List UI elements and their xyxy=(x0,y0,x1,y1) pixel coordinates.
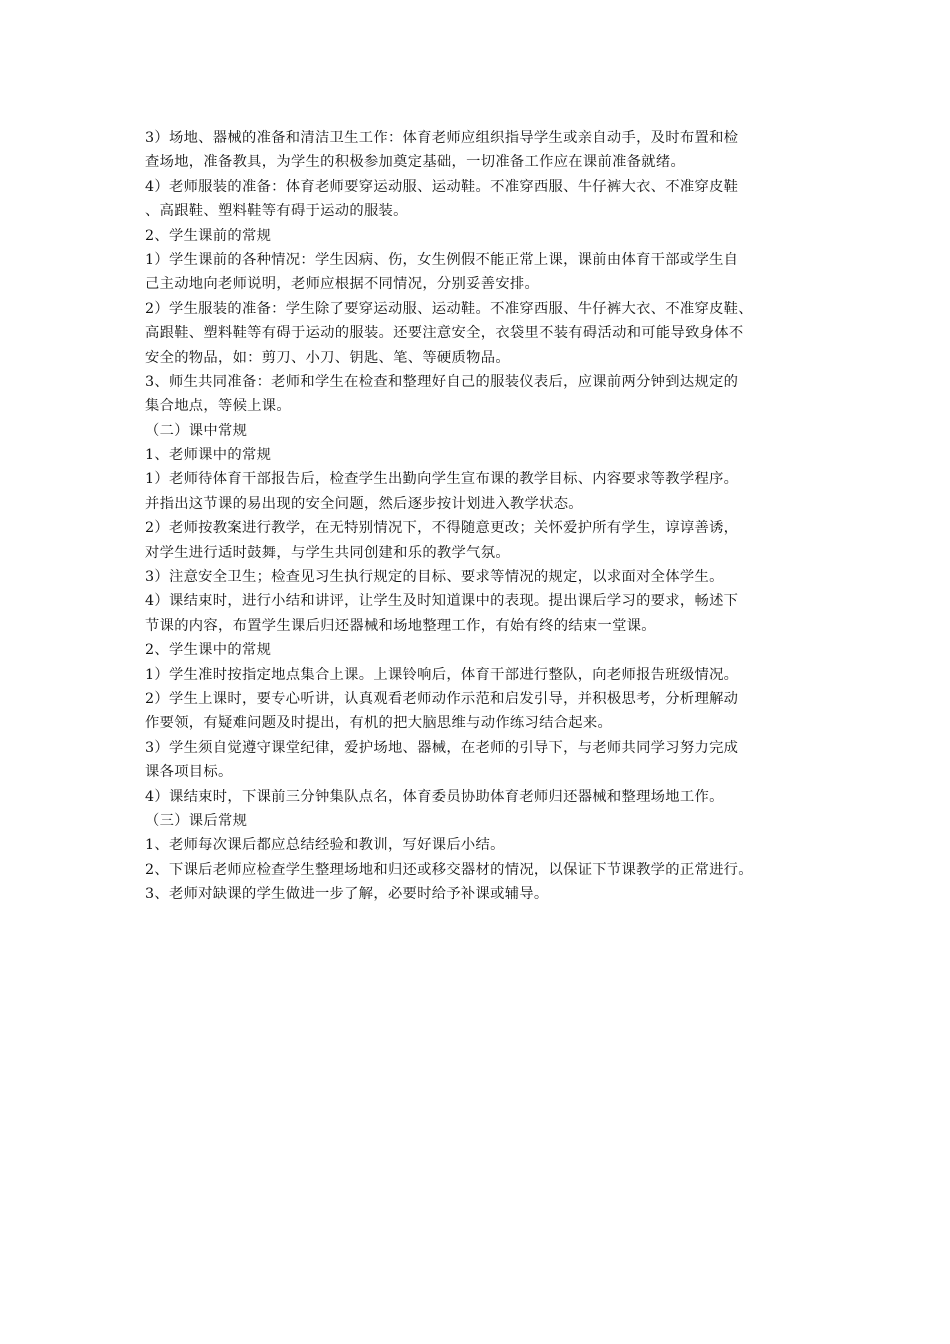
paragraph-line: 3）注意安全卫生；检查见习生执行规定的目标、要求等情况的规定，以求面对全体学生。 xyxy=(145,569,724,586)
paragraph-line: 集合地点，等候上课。 xyxy=(145,398,291,415)
paragraph-line: 对学生进行适时鼓舞，与学生共同创建和乐的教学气氛。 xyxy=(145,544,510,561)
paragraph-line: 3、师生共同准备：老师和学生在检查和整理好自己的服装仪表后，应课前两分钟到达规定的 xyxy=(145,373,739,390)
section-heading: 1、老师课中的常规 xyxy=(145,447,272,464)
paragraph-line: 3）学生须自觉遵守课堂纪律，爱护场地、器械，在老师的引导下，与老师共同学习努力完成 xyxy=(145,739,739,756)
paragraph-line: 高跟鞋、塑料鞋等有碍于运动的服装。还要注意安全，衣袋里不装有碍活动和可能导致身体不 xyxy=(145,325,744,342)
paragraph-line: 节课的内容，布置学生课后归还器械和场地整理工作，有始有终的结束一堂课。 xyxy=(145,617,656,634)
section-heading: （三）课后常规 xyxy=(145,812,248,829)
paragraph-line: 3）场地、器械的准备和清洁卫生工作：体育老师应组织指导学生或亲自动手，及时布置和检 xyxy=(145,130,739,146)
paragraph-line: 1）老师待体育干部报告后，检查学生出勤向学生宣布课的教学目标、内容要求等教学程序。 xyxy=(145,471,739,488)
paragraph-line: 4）课结束时，进行小结和讲评，让学生及时知道课中的表现。提出课后学习的要求，畅述下 xyxy=(145,593,739,610)
paragraph-line: 作要领，有疑难问题及时提出，有机的把大脑思维与动作练习结合起来。 xyxy=(145,715,613,732)
paragraph-line: 查场地，准备教具，为学生的积极参加奠定基础，一切准备工作应在课前准备就绪。 xyxy=(145,154,686,171)
paragraph-line: 3、老师对缺课的学生做进一步了解，必要时给予补课或辅导。 xyxy=(145,886,549,903)
paragraph-line: 2）老师按教案进行教学，在无特别情况下，不得随意更改；关怀爱护所有学生，谆谆善诱， xyxy=(145,520,739,537)
paragraph-line: 1）学生准时按指定地点集合上课。上课铃响后，体育干部进行整队，向老师报告班级情况。 xyxy=(145,666,739,683)
section-heading: 2、学生课前的常规 xyxy=(145,227,272,244)
paragraph-line: 己主动地向老师说明，老师应根据不同情况，分别妥善安排。 xyxy=(145,276,540,293)
paragraph-line: 安全的物品，如：剪刀、小刀、钥匙、笔、等硬质物品。 xyxy=(145,349,510,366)
paragraph-line: 2、下课后老师应检查学生整理场地和归还或移交器材的情况，以保证下节课教学的正常进行。 xyxy=(145,861,753,878)
section-heading: （二）课中常规 xyxy=(145,422,248,439)
paragraph-line: 课各项目标。 xyxy=(145,764,233,781)
section-heading: 2、学生课中的常规 xyxy=(145,642,272,659)
paragraph-line: 2）学生服装的准备：学生除了要穿运动服、运动鞋。不准穿西服、牛仔裤大衣、不准穿皮鞋、 xyxy=(145,300,753,317)
paragraph-line: 1）学生课前的各种情况：学生因病、伤，女生例假不能正常上课，课前由体育干部或学生自 xyxy=(145,251,739,268)
paragraph-line: 1、老师每次课后都应总结经验和教训，写好课后小结。 xyxy=(145,837,505,854)
paragraph-line: 4）老师服装的准备：体育老师要穿运动服、运动鞋。不准穿西服、牛仔裤大衣、不准穿皮鞋 xyxy=(145,178,739,195)
paragraph-line: 、高跟鞋、塑料鞋等有碍于运动的服装。 xyxy=(145,203,408,220)
paragraph-line: 并指出这节课的易出现的安全问题，然后逐步按计划进入教学状态。 xyxy=(145,495,583,512)
paragraph-line: 4）课结束时，下课前三分钟集队点名，体育委员协助体育老师归还器械和整理场地工作。 xyxy=(145,788,724,805)
document-body xyxy=(145,126,825,907)
paragraph-line: 2）学生上课时，要专心听讲，认真观看老师动作示范和启发引导，并积极思考，分析理解动 xyxy=(145,690,739,707)
